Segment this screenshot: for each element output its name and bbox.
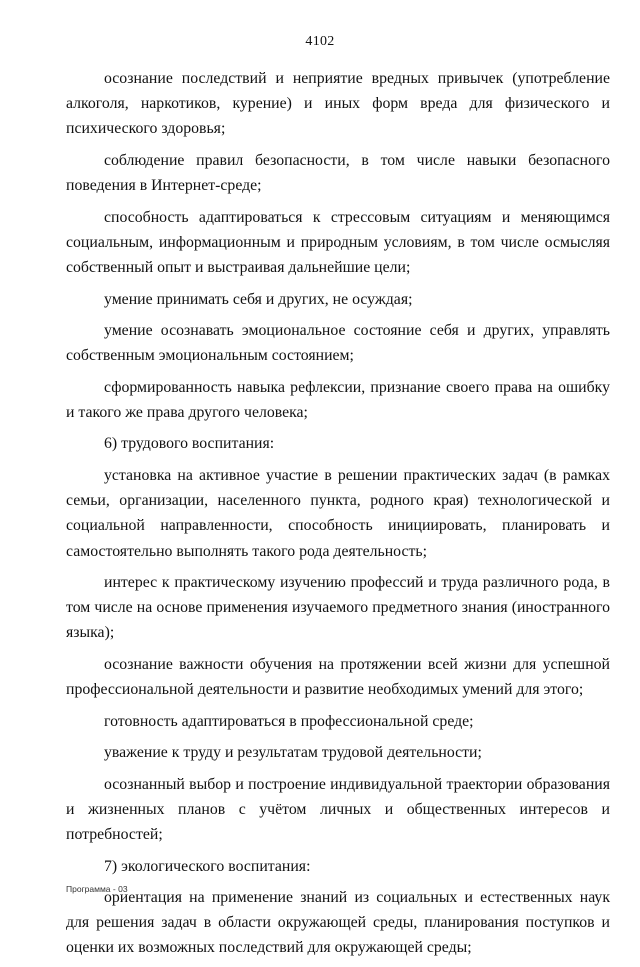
paragraph-self-acceptance: умение принимать себя и других, не осуждая; xyxy=(104,290,413,308)
paragraph-lifelong-learning: осознание важности обучения на протяжении всей жизни для успешной профессиональной деятельности и развитие необходимых умений для этого; xyxy=(66,655,610,699)
paragraph-knowledge-application: ориентация на применение знаний из социальных и естественных наук для решения задач в области окружающей среды, планирования поступков и оценки их возможных последствий для окружающей среды; xyxy=(66,889,610,957)
paragraph-safety-rules: соблюдение правил безопасности, в том числе навыки безопасного поведения в Интернет-среде; xyxy=(66,151,610,195)
paragraph-emotional-awareness: умение осознавать эмоциональное состояние себя и других, управлять собственным эмоциональным состоянием; xyxy=(66,322,610,365)
paragraph-stress-adaptation: способность адаптироваться к стрессовым ситуациям и меняющимся социальным, информационным и природным условиям, в том числе осмысляя собственный опыт и выстраивая дальнейшие цели; xyxy=(66,208,610,277)
paragraph-practical-tasks: установка на активное участие в решении практических задач (в рамках семьи, организации, населенного пункта, родного края) технологической и социальной направленности, способность инициировать, планировать и самостоятельно выполнять такого рода деятельность; xyxy=(66,466,610,560)
section-heading-ecological-education: 7) экологического воспитания: xyxy=(104,857,311,875)
paragraph-education-trajectory: осознанный выбор и построение индивидуальной траектории образования и жизненных планов с учётом личных и общественных интересов и потребностей; xyxy=(66,775,610,844)
paragraph-respect-for-labor: уважение к труду и результатам трудовой деятельности; xyxy=(104,744,482,762)
paragraph-health-awareness: осознание последствий и неприятие вредных привычек (употребление алкоголя, наркотиков, курение) и иных форм вреда для физического и психического здоровья; xyxy=(66,70,610,138)
section-heading-labor-education: 6) трудового воспитания: xyxy=(104,435,275,453)
document-body xyxy=(66,66,610,967)
paragraph-professional-adaptation: готовность адаптироваться в профессиональной среде; xyxy=(104,712,474,730)
page-footer: Программа - 03 xyxy=(66,884,128,894)
paragraph-reflection: сформированность навыка рефлексии, признание своего права на ошибку и такого же права другого человека; xyxy=(66,378,610,421)
page-number: 4102 xyxy=(305,34,335,49)
paragraph-professions-interest: интерес к практическому изучению профессий и труда различного рода, в том числе на основе применения изучаемого предметного знания (иностранного языка); xyxy=(66,574,610,642)
